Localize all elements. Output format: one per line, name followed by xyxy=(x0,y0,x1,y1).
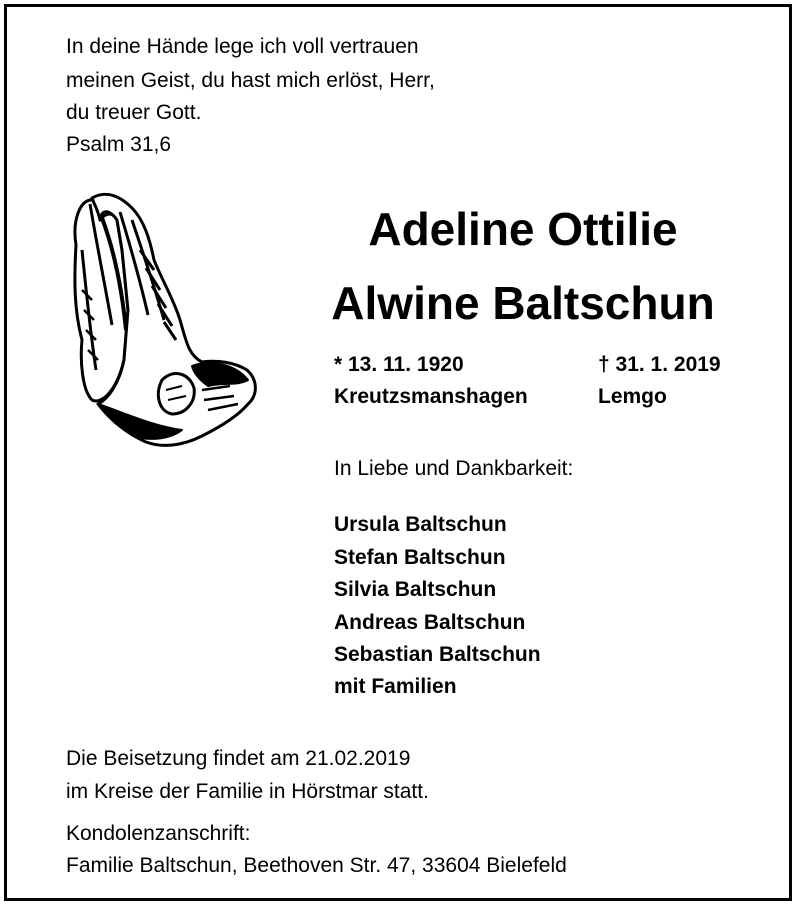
deceased-name-line-1: Adeline Ottilie xyxy=(368,203,678,255)
mourner-name: Andreas Baltschun xyxy=(334,611,526,634)
mourner-name: Sebastian Baltschun xyxy=(334,643,541,666)
verse-line-1: In deine Hände lege ich voll vertrauen xyxy=(66,35,419,58)
birth-place: Kreutzsmanshagen xyxy=(334,385,528,408)
condolence-label: Kondolenzanschrift: xyxy=(66,822,251,845)
birth-date: * 13. 11. 1920 xyxy=(334,353,464,376)
condolence-address: Familie Baltschun, Beethoven Str. 47, 33604 Bielefeld xyxy=(66,854,567,877)
verse-reference: Psalm 31,6 xyxy=(66,133,172,156)
praying-hands-icon xyxy=(62,190,262,460)
verse-line-3: du treuer Gott. xyxy=(66,101,202,124)
death-place: Lemgo xyxy=(598,385,667,408)
funeral-line-2: im Kreise der Familie in Hörstmar statt. xyxy=(66,780,429,803)
mourners-intro: In Liebe und Dankbarkeit: xyxy=(334,457,574,480)
death-date: † 31. 1. 2019 xyxy=(598,353,721,376)
verse-line-2: meinen Geist, du hast mich erlöst, Herr, xyxy=(66,69,435,92)
mourner-name: Stefan Baltschun xyxy=(334,546,506,569)
mourner-name: Silvia Baltschun xyxy=(334,578,497,601)
deceased-name-line-2: Alwine Baltschun xyxy=(331,277,715,329)
mourner-families: mit Familien xyxy=(334,675,457,698)
funeral-line-1: Die Beisetzung findet am 21.02.2019 xyxy=(66,747,411,770)
mourner-name: Ursula Baltschun xyxy=(334,513,507,536)
